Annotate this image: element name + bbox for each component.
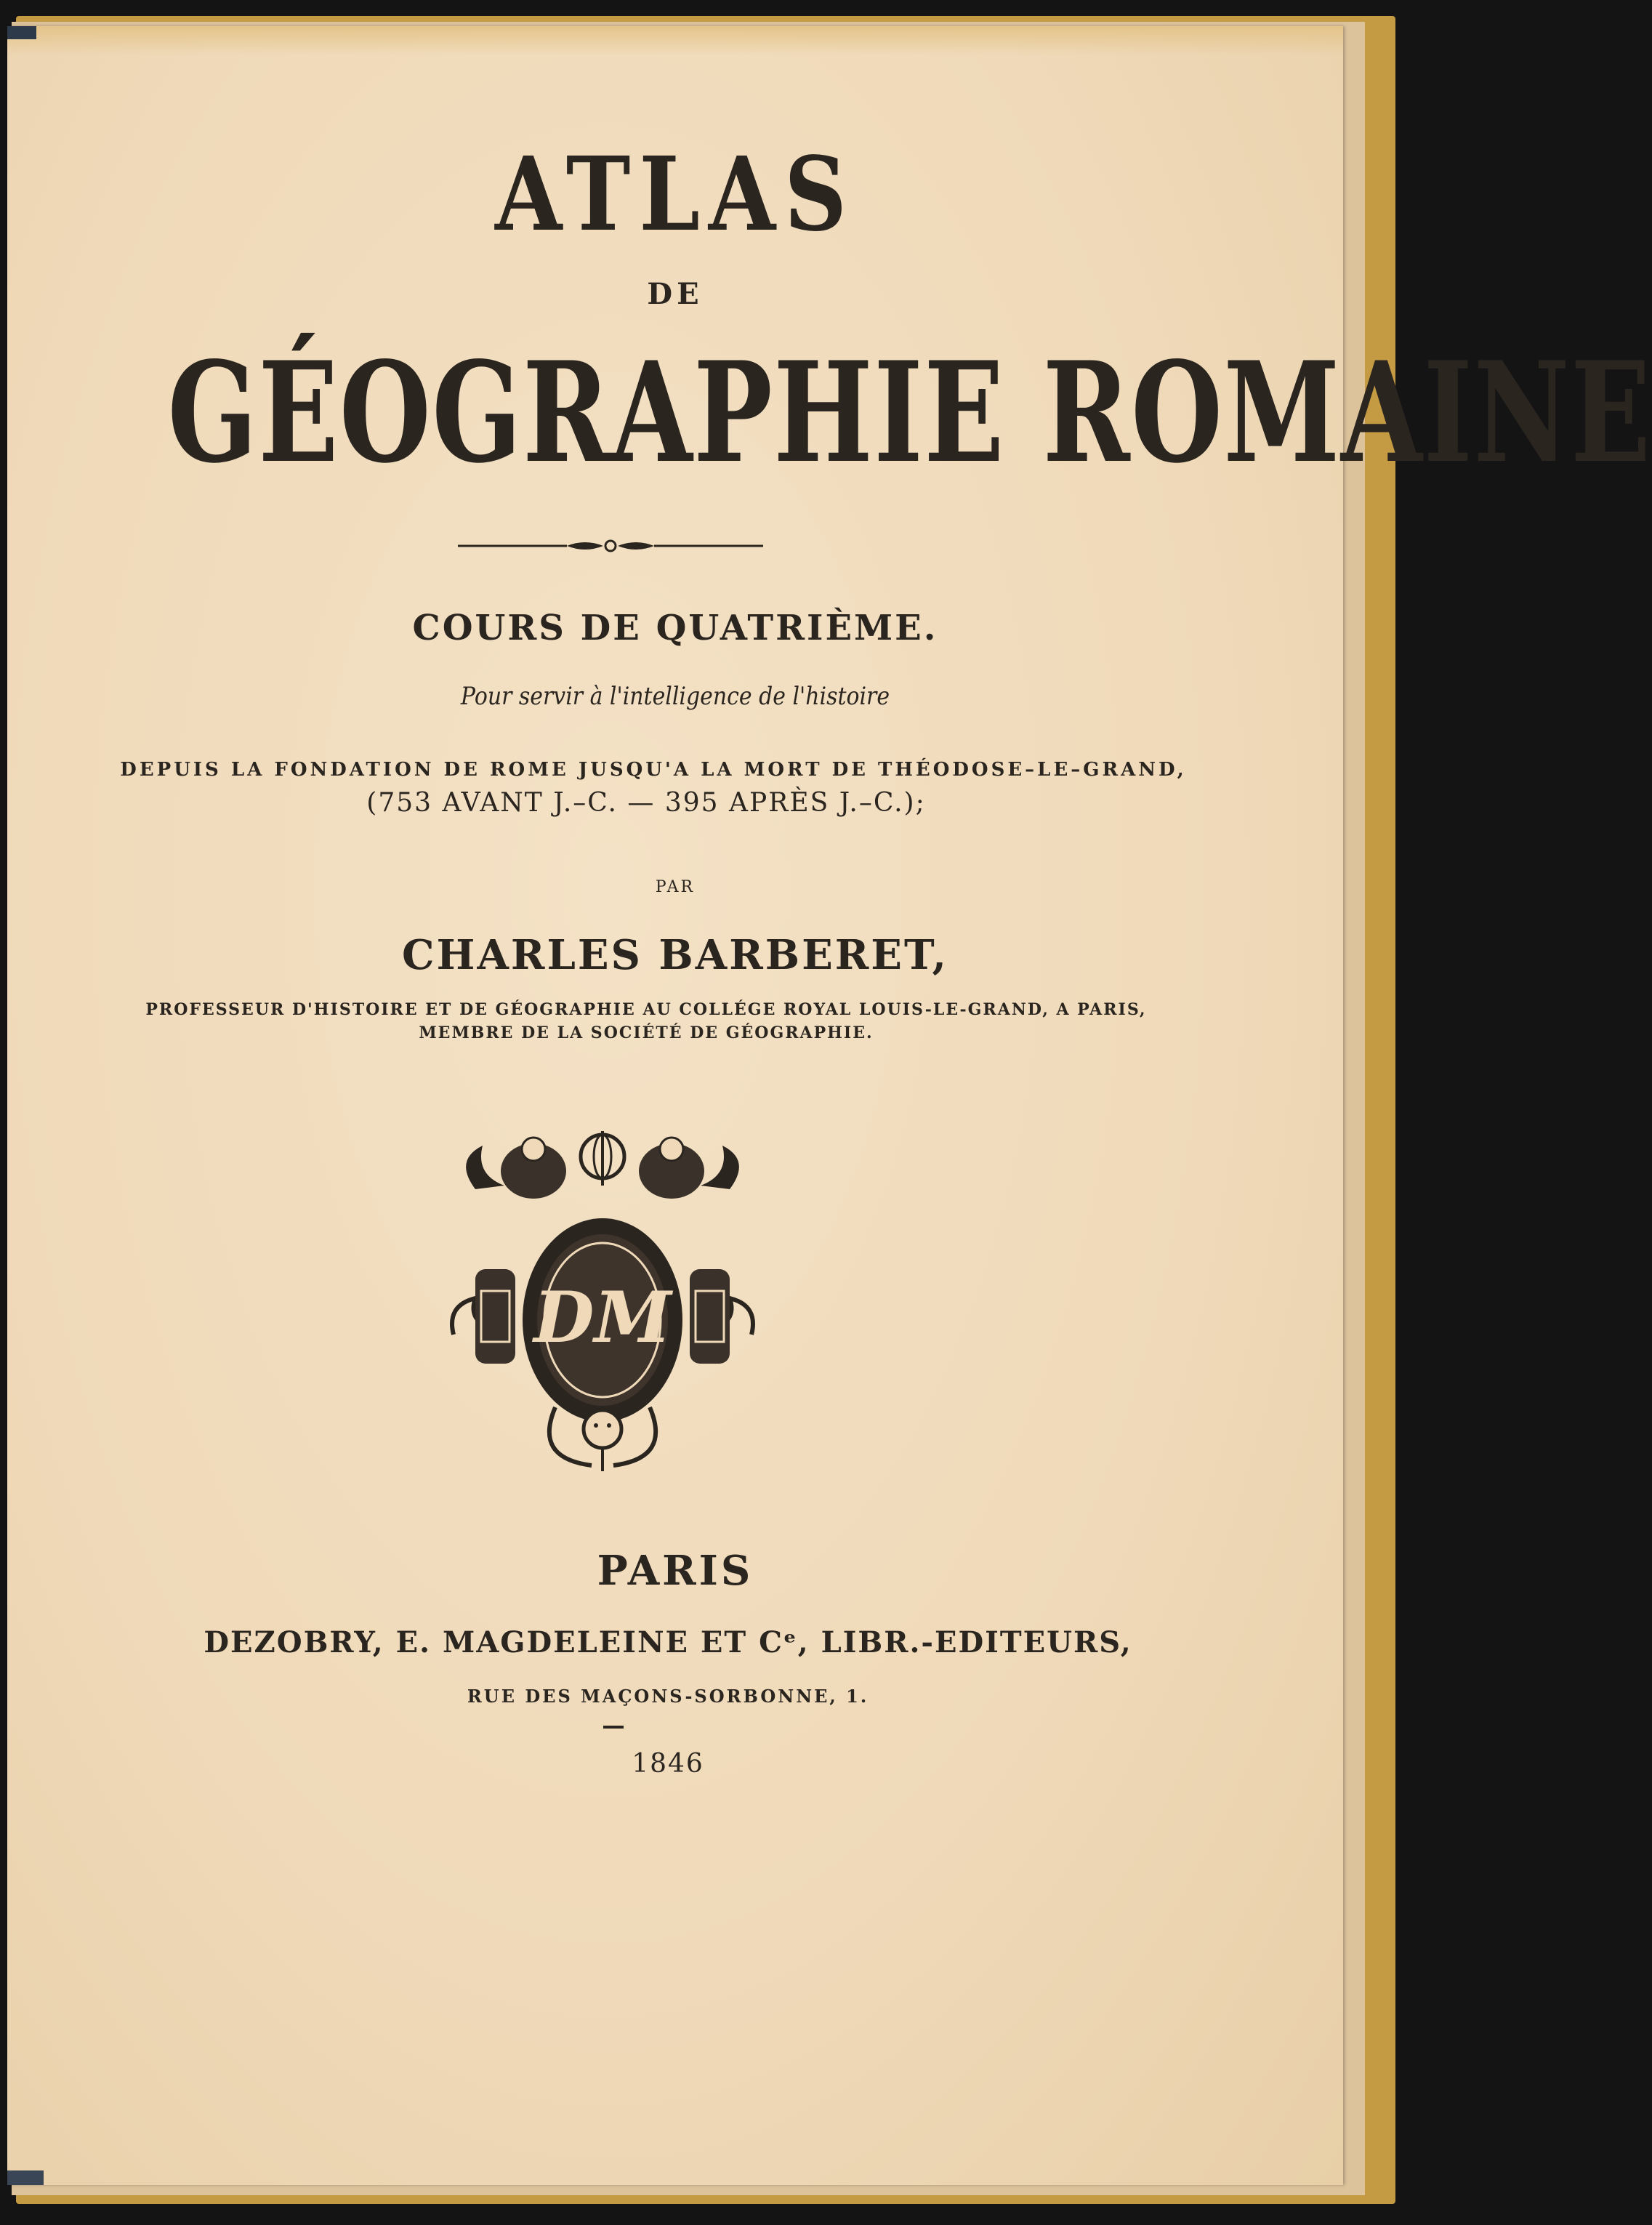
purpose-line: Pour servir à l'intelligence de l'histoire (460, 682, 890, 711)
title-main: GÉOGRAPHIE ROMAINE (167, 331, 1652, 494)
ornamental-rule (458, 535, 763, 557)
imprint-address: RUE DES MAÇONS-SORBONNE, 1. (467, 1686, 869, 1707)
emblem-monogram: DM (533, 1276, 672, 1359)
binding-corner-bottom (7, 2170, 44, 2185)
imprint-divider (603, 1726, 624, 1729)
imprint-city: PARIS (597, 1547, 754, 1595)
period-line-1: DEPUIS LA FONDATION DE ROME JUSQU'A LA MORT DE THÉODOSE–LE–GRAND, (120, 759, 1187, 781)
author-title-1: PROFESSEUR D'HISTOIRE ET DE GÉOGRAPHIE AU COLLÉGE ROYAL LOUIS-LE-GRAND, A PARIS, (145, 1000, 1147, 1019)
course-heading: COURS DE QUATRIÈME. (412, 608, 938, 648)
top-stain (7, 26, 1343, 55)
author-title-2: MEMBRE DE LA SOCIÉTÉ DE GÉOGRAPHIE. (419, 1023, 874, 1042)
author-name: CHARLES BARBERET, (401, 931, 949, 979)
title-atlas: ATLAS (495, 135, 855, 254)
title-connector: DE (647, 277, 704, 311)
by-label: PAR (655, 878, 696, 896)
title-page (7, 26, 1652, 2185)
publisher-emblem-icon (446, 1116, 759, 1473)
imprint-year: 1846 (632, 1749, 704, 1779)
period-line-2: (753 AVANT J.–C. — 395 APRÈS J.–C.); (366, 788, 926, 818)
imprint-publisher: DEZOBRY, E. MAGDELEINE ET Cᵉ, LIBR.-EDITEURS, (204, 1625, 1132, 1659)
binding-corner (7, 26, 36, 39)
